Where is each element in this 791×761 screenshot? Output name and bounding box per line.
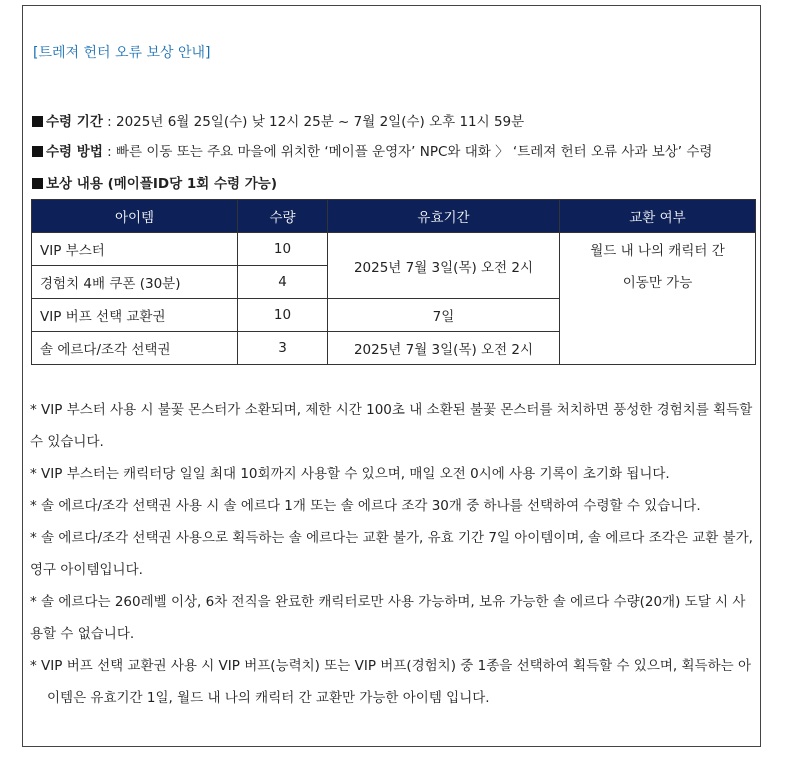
- cell-expiry: 7일: [328, 299, 560, 332]
- reward-table: [31, 199, 756, 365]
- cell-expiry-merged: 2025년 7월 3일(목) 오전 2시: [328, 233, 560, 299]
- exchange-line-1: 월드 내 나의 캐릭터 간: [590, 243, 725, 259]
- period-value: : 2025년 6월 25일(수) 낮 12시 25분 ~ 7월 2일(수) 오후 11시 59분: [102, 114, 525, 130]
- note-item: * 솔 에르다/조각 선택권 사용으로 획득하는 솔 에르다는 교환 불가, 유효 기간 7일 아이템이며, 솔 에르다 조각은 교환 불가, 영구 아이템입니다.: [30, 530, 753, 578]
- reward-label: 보상 내용 (메이플ID당 1회 수령 가능): [46, 176, 277, 192]
- period-label: 수령 기간: [46, 114, 103, 130]
- cell-qty: 4: [238, 266, 328, 299]
- cell-qty: 10: [238, 233, 328, 266]
- cell-item: VIP 부스터: [32, 233, 238, 266]
- notice-title: [트레져 헌터 오류 보상 안내]: [33, 45, 211, 61]
- cell-qty: 10: [238, 299, 328, 332]
- method-value: : 빠른 이동 또는 주요 마을에 위치한 ‘메이플 운영자’ NPC와 대화 〉 ‘트레져 헌터 오류 사과 보상’ 수령: [102, 144, 713, 160]
- cell-item: 경험치 4배 쿠폰 (30분): [32, 266, 238, 299]
- exchange-line-2: 이동만 가능: [622, 275, 693, 291]
- note-item: * VIP 부스터는 캐릭터당 일일 최대 10회까지 사용할 수 있으며, 매일 오전 0시에 사용 기록이 초기화 됩니다.: [30, 466, 670, 482]
- reward-line: [32, 172, 277, 192]
- table-row: [32, 233, 756, 266]
- notes-list: [30, 394, 758, 714]
- header-qty: 수량: [238, 200, 328, 233]
- method-line: [32, 140, 712, 160]
- header-exchange: 교환 여부: [560, 200, 756, 233]
- square-bullet-icon: [32, 116, 43, 127]
- cell-item: 솔 에르다/조각 선택권: [32, 332, 238, 365]
- note-item: * 솔 에르다는 260레벨 이상, 6차 전직을 완료한 캐릭터로만 사용 가능하며, 보유 가능한 솔 에르다 수량(20개) 도달 시 사용할 수 없습니다.: [30, 594, 746, 642]
- header-expiry: 유효기간: [328, 200, 560, 233]
- notice-box: [22, 5, 761, 747]
- cell-qty: 3: [238, 332, 328, 365]
- table-header-row: [32, 200, 756, 233]
- cell-exchange: [560, 233, 756, 365]
- note-item: * VIP 버프 선택 교환권 사용 시 VIP 버프(능력치) 또는 VIP 버프(경험치) 중 1종을 선택하여 획득할 수 있으며, 획득하는 아이템은 유효기간 1일, 월드 내 나의 캐릭터 간 교환만 가능한 아이템 입니다.: [30, 658, 751, 706]
- header-item: 아이템: [32, 200, 238, 233]
- note-item: * VIP 부스터 사용 시 불꽃 몬스터가 소환되며, 제한 시간 100초 내 소환된 불꽃 몬스터를 처치하면 풍성한 경험치를 획득할 수 있습니다.: [30, 402, 753, 450]
- square-bullet-icon: [32, 178, 43, 189]
- square-bullet-icon: [32, 146, 43, 157]
- cell-item: VIP 버프 선택 교환권: [32, 299, 238, 332]
- period-line: [32, 110, 524, 130]
- method-label: 수령 방법: [46, 144, 103, 160]
- note-item: * 솔 에르다/조각 선택권 사용 시 솔 에르다 1개 또는 솔 에르다 조각 30개 중 하나를 선택하여 수령할 수 있습니다.: [30, 498, 701, 514]
- cell-expiry: 2025년 7월 3일(목) 오전 2시: [328, 332, 560, 365]
